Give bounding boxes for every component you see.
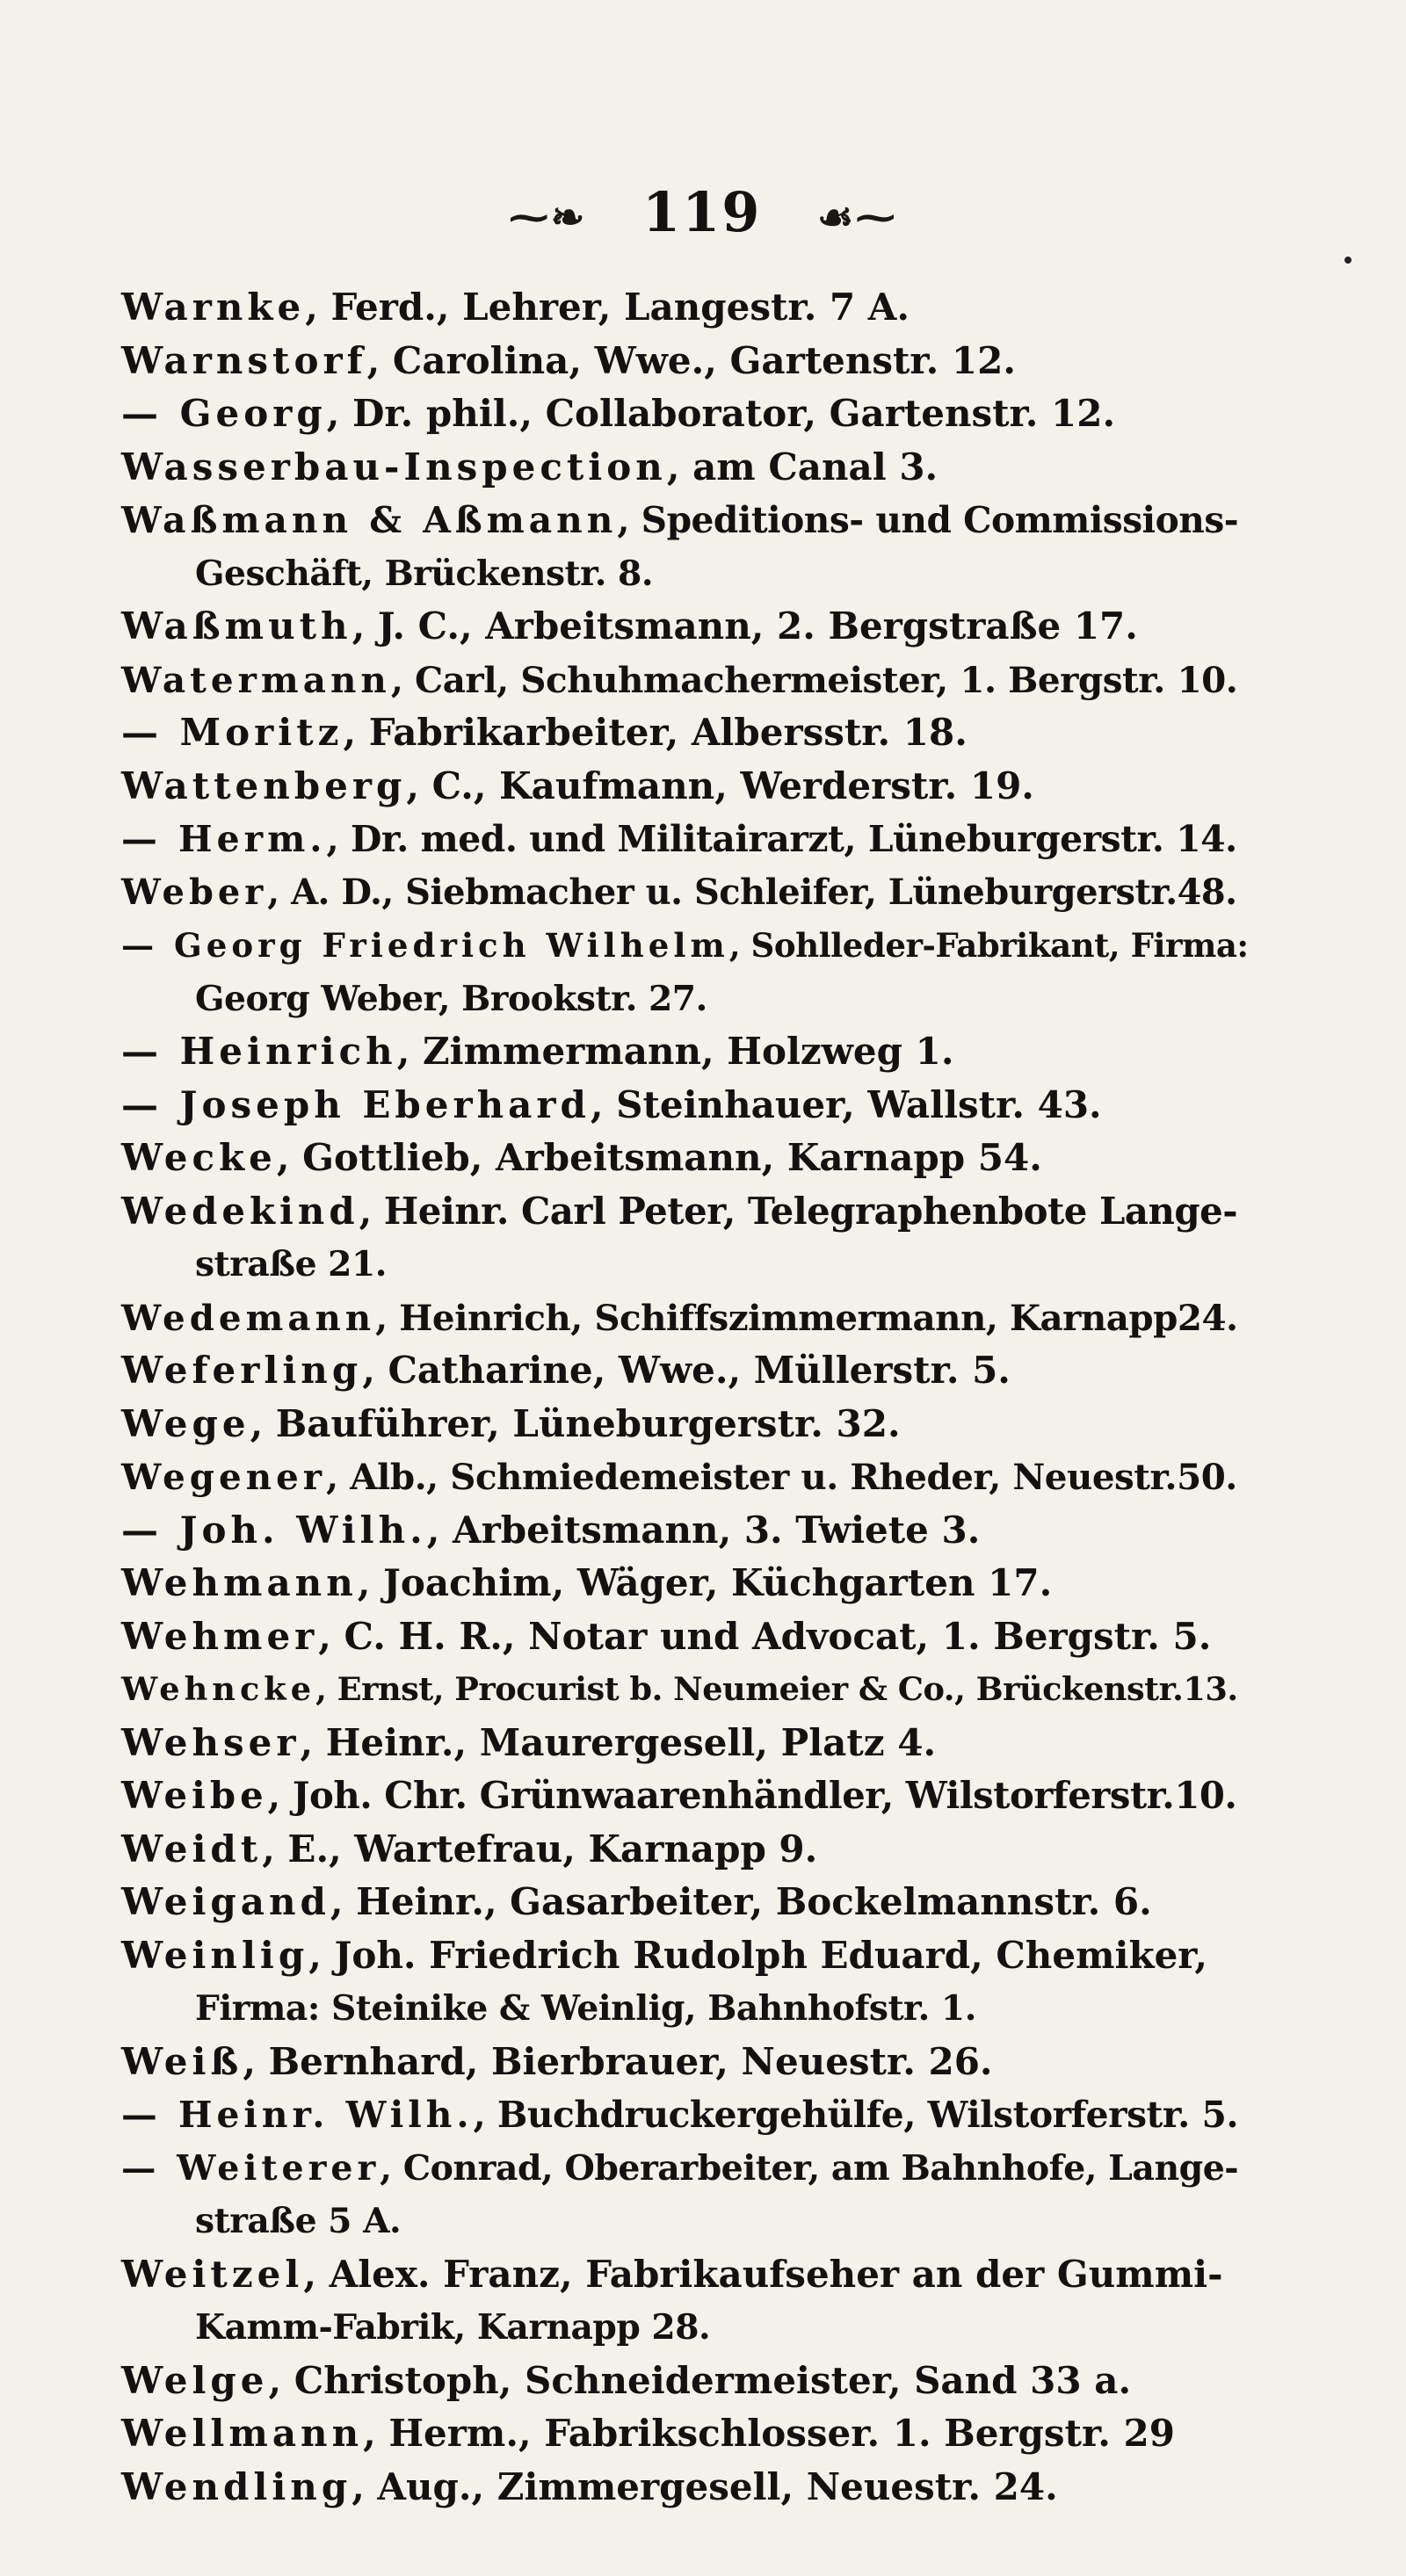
- entry-details: , Joh. Chr. Grünwaarenhändler, Wilstorferstr.10.: [267, 1774, 1237, 1817]
- directory-entry: [121, 1292, 1237, 1345]
- directory-entry: [121, 1025, 1237, 1079]
- entry-details: , C. H. R., Notar und Advocat, 1. Bergstr. 5.: [318, 1614, 1212, 1658]
- entry-details: , J. C., Arbeitsmann, 2. Bergstraße 17.: [352, 604, 1138, 648]
- entry-details: , Gottlieb, Arbeitsmann, Karnapp 54.: [276, 1136, 1042, 1179]
- entry-details: , Steinhauer, Wallstr. 43.: [590, 1082, 1102, 1126]
- directory-entry: [121, 2142, 1237, 2196]
- directory-entry: [121, 1929, 1237, 1983]
- entry-details: , Ferd., Lehrer, Langestr. 7 A.: [305, 286, 910, 329]
- directory-entry: [121, 919, 1249, 973]
- directory-entry: [121, 706, 1237, 760]
- entry-name: — Weiterer: [121, 2147, 380, 2189]
- directory-entry: [121, 1876, 1237, 1929]
- entry-details: Kamm-Fabrik, Karnapp 28.: [195, 2307, 711, 2348]
- directory-entry: [121, 1185, 1237, 1239]
- directory-entry: [121, 2248, 1237, 2302]
- entry-details: , Alex. Franz, Fabrikaufseher an der Gummi-: [303, 2252, 1223, 2296]
- directory-entry: [121, 494, 1237, 547]
- entry-name: Weinlig: [121, 1933, 309, 1977]
- page-number: 119: [641, 180, 762, 244]
- directory-entry: [121, 387, 1237, 441]
- entry-name: — Joseph Eberhard: [121, 1082, 591, 1126]
- directory-entry: [121, 1344, 1237, 1398]
- directory-entry: [121, 1451, 1237, 1504]
- directory-entry: [121, 654, 1237, 707]
- entry-details: , am Canal 3.: [666, 445, 939, 488]
- entry-name: Warnstorf: [121, 338, 367, 382]
- directory-entry: [121, 2461, 1237, 2514]
- entry-name: Wattenberg: [121, 763, 407, 807]
- entry-details: , Fabrikarbeiter, Albersstr. 18.: [343, 711, 968, 754]
- directory-entry: [121, 1663, 1237, 1717]
- entry-name: Weiß: [121, 2039, 243, 2083]
- entry-details: , Catharine, Wwe., Müllerstr. 5.: [362, 1349, 1011, 1392]
- directory-entry: [121, 1717, 1237, 1770]
- directory-entry: [121, 2036, 1237, 2089]
- entry-name: Wehmer: [121, 1614, 319, 1658]
- entry-name: Wehncke: [121, 1670, 316, 1708]
- entry-name: Weigand: [121, 1880, 330, 1923]
- directory-entry-continuation: [121, 1982, 1237, 2036]
- entry-name: — Herm.: [121, 818, 327, 860]
- entry-details: , Joachim, Wäger, Küchgarten 17.: [357, 1561, 1053, 1604]
- entry-details: , Bernhard, Bierbrauer, Neuestr. 26.: [243, 2039, 993, 2083]
- entry-details: , Heinr., Gasarbeiter, Bockelmannstr. 6.: [330, 1880, 1152, 1923]
- entry-name: Wecke: [121, 1136, 277, 1179]
- entry-name: — Georg Friedrich Wilhelm: [121, 926, 729, 965]
- entry-name: Welge: [121, 2358, 269, 2402]
- entry-name: — Heinrich: [121, 1030, 397, 1073]
- entry-details: , Ernst, Procurist b. Neumeier & Co., Brückenstr.13.: [315, 1670, 1238, 1708]
- directory-entry: [121, 1769, 1237, 1823]
- entry-details: , Joh. Friedrich Rudolph Eduard, Chemiker,: [308, 1933, 1207, 1977]
- entry-details: , C., Kaufmann, Werderstr. 19.: [406, 763, 1034, 807]
- entry-details: , Alb., Schmiedemeister u. Rheder, Neuestr.50.: [326, 1456, 1237, 1498]
- entry-details: , Heinr., Maurergesell, Platz 4.: [300, 1720, 937, 1764]
- directory-entry: [121, 600, 1237, 654]
- entry-name: Weferling: [121, 1349, 363, 1392]
- directory-entry-continuation: [121, 1238, 1237, 1292]
- directory-entry: [121, 281, 1237, 335]
- directory-entry: [121, 1504, 1237, 1558]
- entry-details: , A. D., Siebmacher u. Schleifer, Lüneburgerstr.48.: [267, 872, 1237, 913]
- entry-name: Weber: [121, 872, 268, 913]
- entry-name: Wedekind: [121, 1189, 359, 1233]
- directory-entry: [121, 1610, 1237, 1664]
- directory-entry: [121, 760, 1237, 814]
- ornament-left-icon: ⁓❧: [508, 193, 587, 241]
- entry-name: — Heinr. Wilh.: [121, 2094, 474, 2136]
- entry-name: Wendling: [121, 2464, 352, 2508]
- entry-name: Waßmuth: [121, 604, 352, 648]
- entry-name: Wasserbau-Inspection: [121, 445, 667, 488]
- directory-entries: [121, 281, 1249, 2514]
- directory-entry: [121, 441, 1237, 495]
- directory-entry: [121, 335, 1237, 388]
- directory-entry: [121, 1132, 1237, 1185]
- entry-name: Waßmann & Aßmann: [121, 499, 618, 541]
- entry-details: , Sohlleder-Fabrikant, Firma:: [728, 926, 1249, 965]
- directory-entry: [121, 866, 1237, 920]
- directory-entry: [121, 813, 1237, 866]
- directory-entry: [121, 2355, 1237, 2408]
- entry-name: — Joh. Wilh.: [121, 1508, 427, 1552]
- directory-entry: [121, 2407, 1237, 2461]
- entry-name: Wegener: [121, 1456, 327, 1498]
- entry-name: Wedemann: [121, 1296, 376, 1339]
- entry-name: Warnke: [121, 286, 306, 329]
- directory-entry-continuation: [121, 2301, 1237, 2355]
- entry-details: , Heinrich, Schiffszimmermann, Karnapp24.: [375, 1296, 1238, 1339]
- entry-details: , Conrad, Oberarbeiter, am Bahnhofe, Lange-: [380, 2147, 1239, 2189]
- entry-details: , Herm., Fabrikschlosser. 1. Bergstr. 29: [363, 2412, 1175, 2455]
- entry-details: straße 5 A.: [195, 2201, 402, 2241]
- entry-details: Georg Weber, Brookstr. 27.: [195, 978, 707, 1019]
- entry-details: , Bauführer, Lüneburgerstr. 32.: [250, 1401, 901, 1445]
- page-header: [0, 180, 1406, 244]
- ink-speck: [1344, 257, 1352, 264]
- directory-entry-continuation: [121, 547, 1237, 601]
- entry-details: straße 21.: [195, 1244, 387, 1284]
- ornament-right-icon: ☙⁓: [816, 193, 898, 241]
- entry-name: Weidt: [121, 1827, 263, 1870]
- directory-entry: [121, 1557, 1237, 1610]
- entry-details: , Speditions- und Commissions-: [617, 499, 1239, 541]
- entry-name: Wehmann: [121, 1561, 358, 1604]
- entry-details: , Dr. med. und Militairarzt, Lüneburgerstr. 14.: [326, 818, 1237, 860]
- entry-name: — Moritz: [121, 711, 344, 754]
- entry-details: , Christoph, Schneidermeister, Sand 33 a.: [268, 2358, 1132, 2402]
- directory-entry: [121, 1079, 1237, 1132]
- directory-entry: [121, 2088, 1237, 2142]
- directory-entry-continuation: [121, 973, 1237, 1026]
- entry-details: , Dr. phil., Collaborator, Gartenstr. 12.: [326, 392, 1116, 435]
- entry-name: Watermann: [121, 658, 391, 701]
- entry-details: , Carl, Schuhmachermeister, 1. Bergstr. 10.: [390, 658, 1238, 701]
- entry-details: , Aug., Zimmergesell, Neuestr. 24.: [352, 2464, 1058, 2508]
- directory-entry-continuation: [121, 2195, 1237, 2248]
- entry-name: Weitzel: [121, 2252, 304, 2296]
- entry-details: , E., Wartefrau, Karnapp 9.: [262, 1827, 818, 1870]
- entry-name: — Georg: [121, 392, 327, 435]
- entry-details: , Zimmermann, Holzweg 1.: [396, 1030, 954, 1073]
- entry-name: Wehser: [121, 1720, 301, 1764]
- entry-details: , Arbeitsmann, 3. Twiete 3.: [426, 1508, 981, 1552]
- entry-details: Firma: Steinike & Weinlig, Bahnhofstr. 1.: [195, 1988, 976, 2029]
- entry-name: Wege: [121, 1401, 250, 1445]
- entry-details: Geschäft, Brückenstr. 8.: [195, 553, 653, 594]
- entry-name: Weibe: [121, 1774, 268, 1817]
- entry-details: , Carolina, Wwe., Gartenstr. 12.: [366, 338, 1016, 382]
- entry-details: , Buchdruckergehülfe, Wilstorferstr. 5.: [473, 2094, 1239, 2136]
- entry-name: Wellmann: [121, 2412, 364, 2455]
- entry-details: , Heinr. Carl Peter, Telegraphenbote Lange-: [359, 1189, 1238, 1233]
- directory-entry: [121, 1823, 1237, 1877]
- directory-entry: [121, 1398, 1237, 1451]
